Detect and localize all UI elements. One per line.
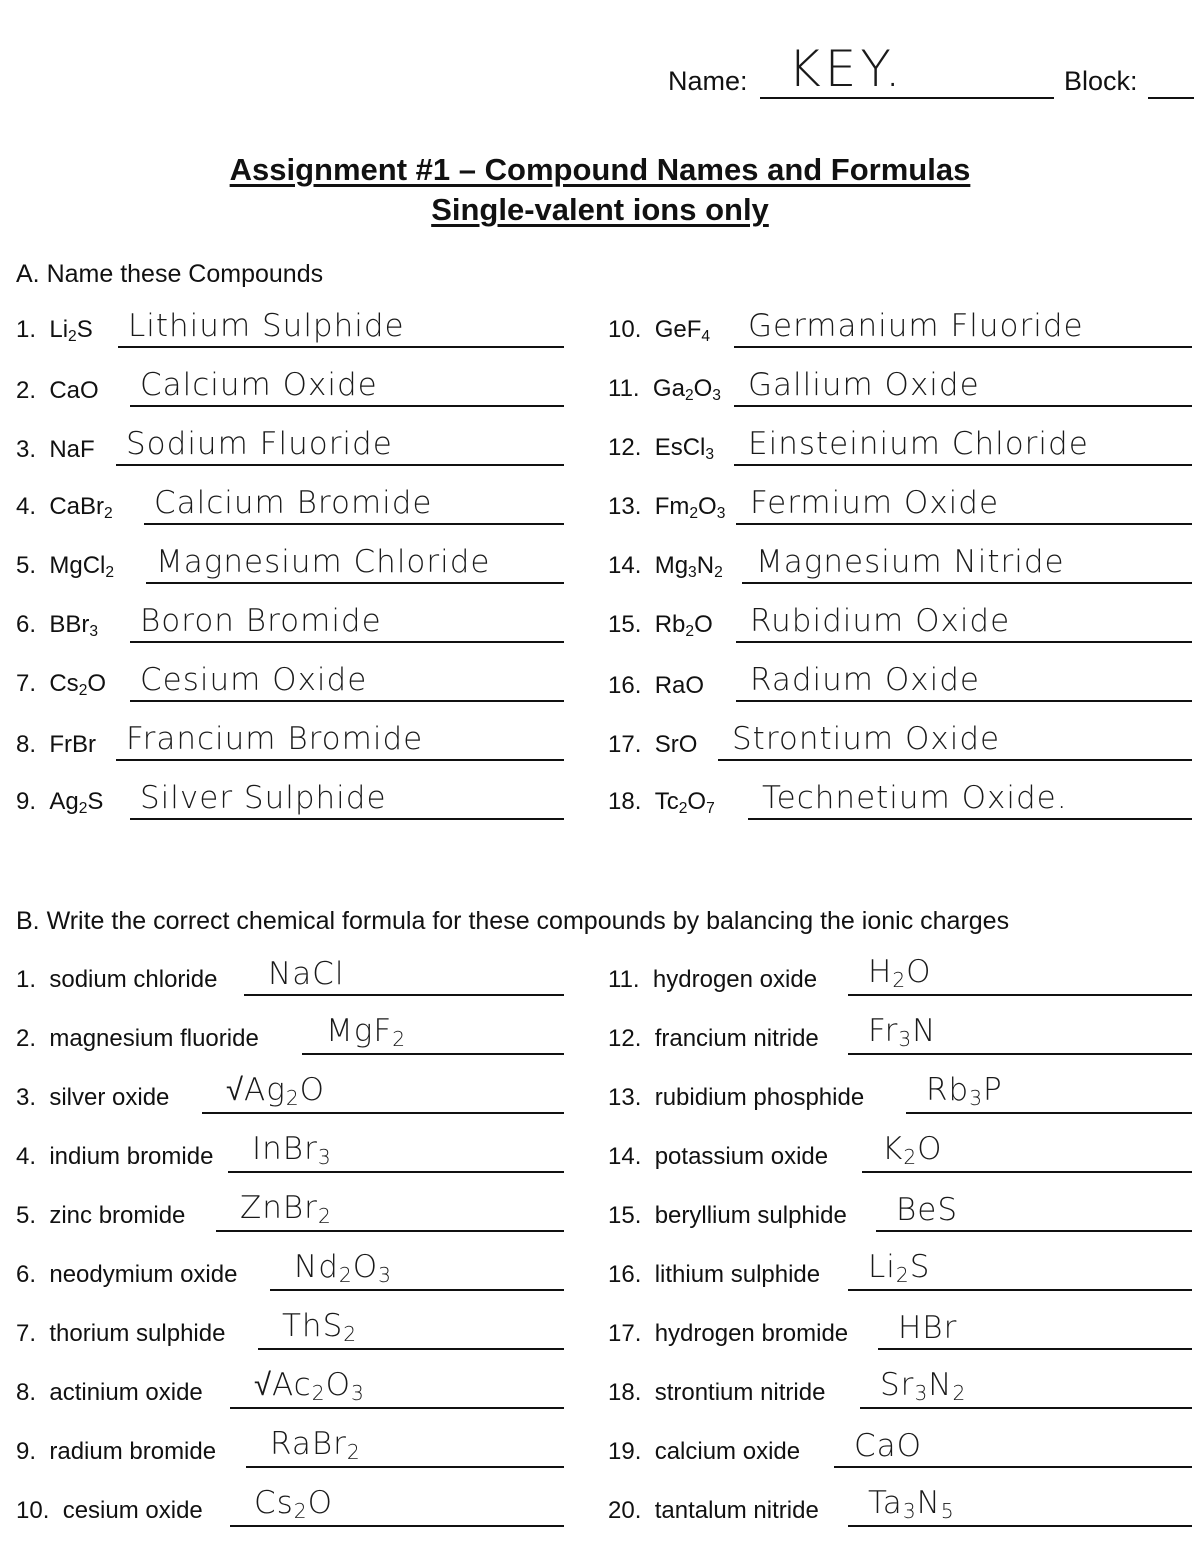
answer-line[interactable] bbox=[736, 641, 1192, 643]
worksheet-row bbox=[608, 1483, 1192, 1531]
worksheet-row bbox=[16, 1424, 564, 1472]
worksheet-row bbox=[16, 1129, 564, 1177]
answer-line[interactable] bbox=[130, 641, 564, 643]
compound-formula: 9. $Ag_2S$ bbox=[16, 788, 104, 817]
worksheet-row bbox=[608, 1424, 1192, 1472]
worksheet-row bbox=[608, 1247, 1192, 1295]
worksheet-row bbox=[16, 304, 564, 352]
worksheet-row bbox=[16, 952, 564, 1000]
answer-line[interactable] bbox=[748, 818, 1192, 820]
handwritten-name-answer: Francium Bromide bbox=[126, 721, 424, 757]
answer-line[interactable] bbox=[246, 1466, 564, 1468]
handwritten-formula-answer: $Li_2S$ bbox=[868, 1248, 931, 1287]
answer-line[interactable] bbox=[878, 1348, 1192, 1350]
worksheet-row bbox=[16, 422, 564, 470]
handwritten-formula-answer: $Cs_2O$ bbox=[254, 1484, 334, 1523]
answer-line[interactable] bbox=[130, 818, 564, 820]
handwritten-name-answer: Calcium Oxide bbox=[140, 367, 378, 403]
worksheet-row bbox=[16, 540, 564, 588]
handwritten-name-answer: Radium Oxide bbox=[750, 662, 980, 698]
compound-formula: 12. EsCl$_3$ bbox=[608, 434, 715, 463]
compound-name: 2. magnesium fluoride bbox=[16, 1025, 259, 1052]
name-label: Name: bbox=[668, 66, 748, 96]
compound-formula: 8. FrBr bbox=[16, 731, 97, 758]
answer-line[interactable] bbox=[848, 1289, 1192, 1291]
answer-line[interactable] bbox=[876, 1230, 1192, 1232]
worksheet-row bbox=[16, 1483, 564, 1531]
answer-line[interactable] bbox=[734, 405, 1192, 407]
worksheet-row bbox=[608, 1306, 1192, 1354]
compound-name: 18. strontium nitride bbox=[608, 1379, 826, 1406]
handwritten-formula-answer: CaO bbox=[854, 1428, 923, 1464]
worksheet-row bbox=[16, 363, 564, 411]
worksheet-row bbox=[608, 1365, 1192, 1413]
worksheet-row bbox=[608, 1188, 1192, 1236]
answer-line[interactable] bbox=[202, 1112, 564, 1114]
answer-line[interactable] bbox=[146, 582, 564, 584]
compound-name: 11. hydrogen oxide bbox=[608, 966, 818, 993]
compound-formula: 10. GeF$_4$ bbox=[608, 316, 711, 345]
worksheet-row bbox=[16, 717, 564, 765]
handwritten-name-answer: Cesium Oxide bbox=[140, 662, 368, 698]
compound-formula: 1. $Li_2S$ bbox=[16, 316, 93, 345]
compound-formula: 2. CaO bbox=[16, 377, 99, 404]
handwritten-name-answer: Magnesium Chloride bbox=[156, 544, 491, 580]
block-line bbox=[1148, 97, 1194, 99]
compound-name: 17. hydrogen bromide bbox=[608, 1320, 849, 1347]
assignment-title-text: Assignment #1 – Compound Names and Formulas bbox=[229, 152, 971, 187]
handwritten-formula-answer: BeS bbox=[896, 1192, 959, 1228]
compound-name: 20. tantalum nitride bbox=[608, 1497, 819, 1524]
compound-formula: 5. MgCl$_2$ bbox=[16, 552, 115, 581]
compound-name: 19. calcium oxide bbox=[608, 1438, 801, 1465]
handwritten-name-answer: Fermium Oxide bbox=[750, 485, 1000, 521]
worksheet-row bbox=[16, 1247, 564, 1295]
compound-formula: 16. RaO bbox=[608, 672, 705, 699]
answer-line[interactable] bbox=[862, 1171, 1192, 1173]
handwritten-name-answer: Einsteinium Chloride bbox=[748, 426, 1089, 462]
worksheet-row bbox=[608, 776, 1192, 824]
compound-name: 16. lithium sulphide bbox=[608, 1261, 821, 1288]
worksheet-row bbox=[608, 363, 1192, 411]
section-a-heading: A. Name these Compounds bbox=[16, 260, 324, 288]
answer-line[interactable] bbox=[270, 1289, 564, 1291]
answer-line[interactable] bbox=[736, 523, 1192, 525]
handwritten-name-answer: Gallium Oxide bbox=[748, 367, 980, 403]
handwritten-name-answer: Rubidium Oxide bbox=[750, 603, 1011, 639]
name-value: KEY. bbox=[788, 40, 905, 98]
worksheet-row bbox=[608, 599, 1192, 647]
answer-line[interactable] bbox=[216, 1230, 564, 1232]
answer-line[interactable] bbox=[130, 700, 564, 702]
answer-line[interactable] bbox=[144, 523, 564, 525]
compound-formula: 17. SrO bbox=[608, 731, 698, 758]
handwritten-formula-answer: $Ta_3N_5$ bbox=[868, 1484, 955, 1523]
worksheet-row bbox=[16, 1365, 564, 1413]
worksheet-row bbox=[16, 776, 564, 824]
assignment-subtitle bbox=[0, 192, 1200, 228]
answer-line[interactable] bbox=[848, 1053, 1192, 1055]
answer-line[interactable] bbox=[130, 405, 564, 407]
answer-line[interactable] bbox=[258, 1348, 564, 1350]
answer-line[interactable] bbox=[228, 1171, 564, 1173]
handwritten-formula-answer: $K_2O$ bbox=[882, 1130, 943, 1169]
handwritten-formula-answer: ThS$_2$ bbox=[282, 1307, 358, 1346]
name-block-header bbox=[668, 40, 1198, 100]
worksheet-row bbox=[608, 1070, 1192, 1118]
worksheet-row bbox=[16, 599, 564, 647]
answer-line[interactable] bbox=[230, 1525, 564, 1527]
compound-formula: 14. $Mg_3N_2$ bbox=[608, 552, 723, 581]
worksheet-row bbox=[608, 1011, 1192, 1059]
worksheet-row bbox=[608, 1129, 1192, 1177]
handwritten-name-answer: Lithium Sulphide bbox=[128, 308, 405, 344]
handwritten-name-answer: Silver Sulphide bbox=[140, 780, 387, 816]
compound-name: 12. francium nitride bbox=[608, 1025, 819, 1052]
handwritten-formula-answer: MgF$_2$ bbox=[326, 1012, 407, 1051]
compound-formula: 4. CaBr$_2$ bbox=[16, 493, 113, 522]
handwritten-formula-answer: InBr$_3$ bbox=[252, 1130, 332, 1169]
answer-line[interactable] bbox=[860, 1407, 1192, 1409]
compound-formula: 7. $Cs_2O$ bbox=[16, 670, 107, 699]
handwritten-name-answer: Calcium Bromide bbox=[154, 485, 433, 521]
answer-line[interactable] bbox=[834, 1466, 1192, 1468]
compound-formula: 11. $Ga_2O_3$ bbox=[608, 375, 721, 404]
answer-line[interactable] bbox=[230, 1407, 564, 1409]
worksheet-row bbox=[608, 481, 1192, 529]
answer-line[interactable] bbox=[718, 759, 1192, 761]
section-b-heading: B. Write the correct chemical formula for these compounds by balancing the ionic charges bbox=[16, 907, 1010, 935]
compound-name: 6. neodymium oxide bbox=[16, 1261, 238, 1288]
handwritten-formula-answer: $Rb_3P$ bbox=[926, 1071, 1003, 1110]
compound-name: 3. silver oxide bbox=[16, 1084, 170, 1111]
compound-name: 8. actinium oxide bbox=[16, 1379, 203, 1406]
handwritten-formula-answer: $Sr_3N_2$ bbox=[880, 1366, 967, 1405]
compound-formula: 6. BBr$_3$ bbox=[16, 611, 99, 640]
worksheet-row bbox=[608, 304, 1192, 352]
answer-line[interactable] bbox=[116, 759, 564, 761]
handwritten-formula-answer: $√Ag_2O$ bbox=[226, 1071, 326, 1110]
handwritten-name-answer: Strontium Oxide bbox=[732, 721, 1001, 757]
compound-name: 4. indium bromide bbox=[16, 1143, 214, 1170]
compound-name: 1. sodium chloride bbox=[16, 966, 218, 993]
handwritten-formula-answer: $√Ac_2O_3$ bbox=[254, 1366, 365, 1405]
answer-line[interactable] bbox=[734, 346, 1192, 348]
handwritten-name-answer: Boron Bromide bbox=[140, 603, 382, 639]
handwritten-formula-answer: $H_2O$ bbox=[868, 953, 932, 992]
worksheet-row bbox=[608, 540, 1192, 588]
handwritten-name-answer: Technetium Oxide. bbox=[762, 780, 1068, 816]
handwritten-formula-answer: $Nd_2O_3$ bbox=[294, 1248, 392, 1287]
compound-name: 13. rubidium phosphide bbox=[608, 1084, 865, 1111]
compound-name: 15. beryllium sulphide bbox=[608, 1202, 847, 1229]
worksheet-row bbox=[16, 1070, 564, 1118]
compound-formula: 18. $Tc_2O_7$ bbox=[608, 788, 715, 817]
worksheet-row bbox=[608, 422, 1192, 470]
handwritten-formula-answer: RaBr$_2$ bbox=[270, 1425, 361, 1464]
handwritten-formula-answer: NaCl bbox=[268, 956, 345, 992]
worksheet-row bbox=[16, 1188, 564, 1236]
handwritten-name-answer: Sodium Fluoride bbox=[126, 426, 393, 462]
compound-name: 14. potassium oxide bbox=[608, 1143, 829, 1170]
compound-name: 5. zinc bromide bbox=[16, 1202, 186, 1229]
handwritten-name-answer: Germanium Fluoride bbox=[748, 308, 1084, 344]
worksheet-row bbox=[16, 1306, 564, 1354]
answer-line[interactable] bbox=[848, 1525, 1192, 1527]
compound-formula: 3. NaF bbox=[16, 436, 95, 463]
handwritten-formula-answer: $Fr_3N$ bbox=[868, 1012, 937, 1051]
compound-formula: 13. $Fm_2O_3$ bbox=[608, 493, 726, 522]
answer-line[interactable] bbox=[118, 346, 564, 348]
compound-name: 9. radium bromide bbox=[16, 1438, 217, 1465]
worksheet-row bbox=[16, 658, 564, 706]
handwritten-name-answer: Magnesium Nitride bbox=[756, 544, 1065, 580]
worksheet-row bbox=[16, 481, 564, 529]
answer-line[interactable] bbox=[116, 464, 564, 466]
compound-name: 7. thorium sulphide bbox=[16, 1320, 226, 1347]
answer-line[interactable] bbox=[906, 1112, 1192, 1114]
answer-line[interactable] bbox=[736, 700, 1192, 702]
worksheet-row bbox=[16, 1011, 564, 1059]
handwritten-formula-answer: HBr bbox=[898, 1310, 958, 1346]
assignment-subtitle-text: Single-valent ions only bbox=[431, 192, 769, 227]
answer-line[interactable] bbox=[244, 994, 564, 996]
assignment-title bbox=[0, 152, 1200, 188]
answer-line[interactable] bbox=[734, 464, 1192, 466]
answer-line[interactable] bbox=[742, 582, 1192, 584]
answer-line[interactable] bbox=[302, 1053, 564, 1055]
worksheet-row bbox=[608, 658, 1192, 706]
block-label: Block: bbox=[1064, 66, 1138, 96]
answer-line[interactable] bbox=[848, 994, 1192, 996]
handwritten-formula-answer: ZnBr$_2$ bbox=[240, 1189, 332, 1228]
compound-name: 10. cesium oxide bbox=[16, 1497, 203, 1524]
compound-formula: 15. $Rb_2O$ bbox=[608, 611, 713, 640]
worksheet-row bbox=[608, 717, 1192, 765]
worksheet-row bbox=[608, 952, 1192, 1000]
